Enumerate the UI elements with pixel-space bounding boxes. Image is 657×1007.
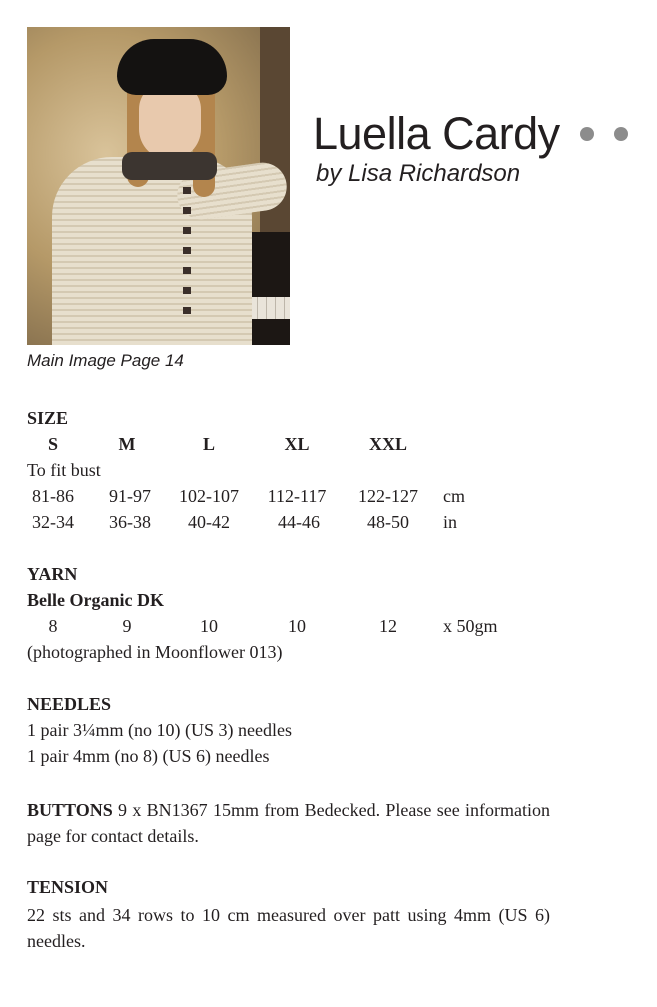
size-label-l: L: [202, 434, 216, 454]
yarn-unit: x 50gm: [443, 616, 498, 636]
tension-text: 22 sts and 34 rows to 10 cm measured over patt using 4mm (US 6) needles.: [27, 905, 550, 951]
in-unit: in: [443, 512, 458, 532]
yarn-heading: YARN: [27, 564, 78, 584]
buttons-text: 9 x BN1367 15mm from Bedecked. Please see information page for contact details.: [27, 800, 550, 846]
buttons-heading: BUTTONS: [27, 800, 113, 820]
bust-cm-xl: 112-117: [267, 486, 327, 506]
size-label-xl: XL: [284, 434, 310, 454]
needles-line: 1 pair 4mm (no 8) (US 6) needles: [27, 746, 270, 766]
designer-byline: by Lisa Richardson: [316, 160, 521, 187]
bust-in-xl: 44-46: [278, 512, 320, 532]
yarn-qty-s: 8: [48, 616, 58, 636]
yarn-name: Belle Organic DK: [27, 590, 164, 610]
decorative-dot-icon: [614, 127, 628, 141]
main-photo: [27, 27, 290, 345]
size-label-xxl: XXL: [368, 434, 408, 454]
image-caption: Main Image Page 14: [27, 351, 184, 370]
needles-heading: NEEDLES: [27, 694, 112, 714]
bust-in-xxl: 48-50: [367, 512, 409, 532]
bust-in-s: 32-34: [32, 512, 74, 532]
size-label-m: M: [118, 434, 136, 454]
yarn-qty-xl: 10: [288, 616, 306, 636]
cm-unit: cm: [443, 486, 465, 506]
bust-in-l: 40-42: [188, 512, 230, 532]
size-heading: SIZE: [27, 408, 69, 428]
pattern-title: Luella Cardy: [313, 108, 560, 159]
needles-line: 1 pair 3¼mm (no 10) (US 3) needles: [27, 720, 292, 740]
yarn-note: (photographed in Moonflower 013): [27, 642, 283, 662]
yarn-qty-xxl: 12: [379, 616, 397, 636]
bust-cm-m: 91-97: [109, 486, 151, 506]
size-label-s: S: [47, 434, 59, 454]
bust-in-m: 36-38: [109, 512, 151, 532]
yarn-qty-l: 10: [200, 616, 218, 636]
bust-cm-l: 102-107: [179, 486, 239, 506]
bust-cm-xxl: 122-127: [358, 486, 418, 506]
tension-heading: TENSION: [27, 877, 109, 897]
buttons-section: [27, 797, 550, 849]
yarn-qty-m: 9: [122, 616, 132, 636]
decorative-dot-icon: [580, 127, 594, 141]
bust-cm-s: 81-86: [32, 486, 74, 506]
fit-bust-label: To fit bust: [27, 460, 101, 480]
